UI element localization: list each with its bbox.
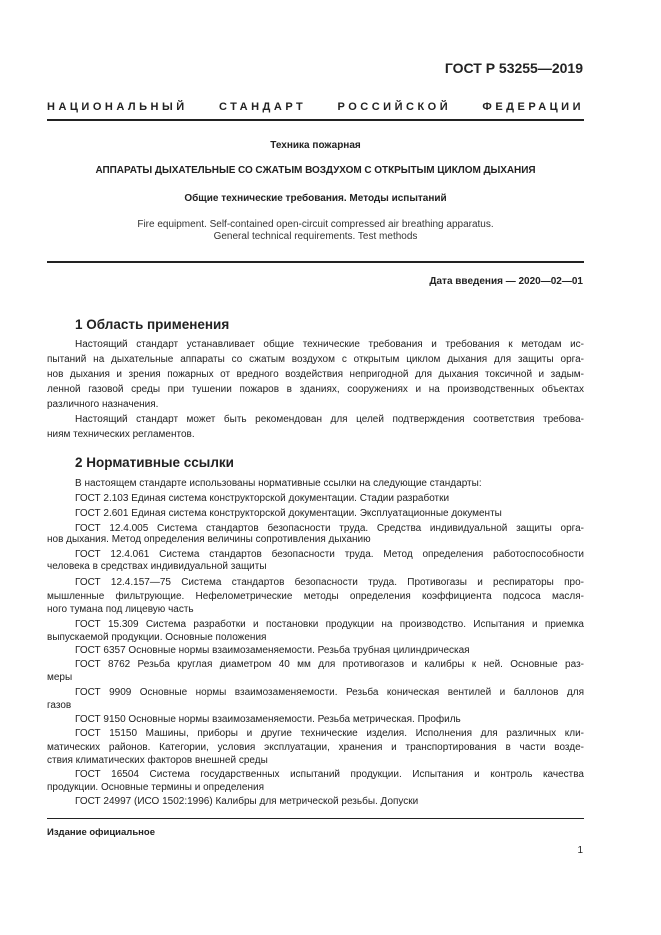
reference-line: ГОСТ 12.4.157—75 Система стандартов безопасности труда. Противогазы и респираторы про- [75, 577, 584, 588]
section-2-heading: 2 Нормативные ссылки [75, 455, 234, 470]
section-1-heading: 1 Область применения [75, 317, 230, 332]
reference-line: ГОСТ 6357 Основные нормы взаимозаменяемости. Резьба трубная цилиндрическая [75, 645, 470, 656]
section-1-line: ниям технических регламентов. [47, 429, 195, 440]
reference-line: человека в средствах индивидуальной защиты [47, 561, 267, 572]
reference-line: газов [47, 700, 72, 711]
reference-line: ГОСТ 15150 Машины, приборы и другие технические изделия. Исполнения для различных кли- [75, 728, 584, 739]
title-rule [47, 261, 584, 263]
reference-line: В настоящем стандарте использованы нормативные ссылки на следующие стандарты: [75, 478, 482, 489]
official-edition-note: Издание официальное [47, 827, 155, 838]
reference-line: матических районов. Категории, условия эксплуатации, хранения и транспортирования в части возде- [47, 742, 584, 753]
reference-line: выпускаемой продукции. Основные положения [47, 632, 267, 643]
reference-line: ГОСТ 16504 Система государственных испытаний продукции. Испытания и контроль качества [75, 769, 584, 780]
section-1-line: пытаний на дыхательные аппараты со сжатым воздухом с открытым циклом дыхания для защиты орга- [47, 354, 584, 365]
field-title: Техника пожарная [270, 140, 361, 151]
header-rule [47, 119, 584, 121]
national-standard-banner: НАЦИОНАЛЬНЫЙ СТАНДАРТ РОССИЙСКОЙ ФЕДЕРАЦИИ [47, 101, 584, 113]
reference-line: ГОСТ 2.601 Единая система конструкторской документации. Эксплуатационные документы [75, 508, 502, 519]
document-number: ГОСТ Р 53255—2019 [444, 60, 583, 76]
reference-line: ствия климатических факторов внешней среды [47, 755, 268, 766]
reference-line: ГОСТ 24997 (ИСО 1502:1996) Калибры для метрической резьбы. Допуски [75, 796, 419, 807]
reference-line: ГОСТ 12.4.061 Система стандартов безопасности труда. Метод определения работоспособности [75, 549, 584, 560]
reference-line: ГОСТ 15.309 Система разработки и постановки продукции на производство. Испытания и приемка [75, 619, 584, 630]
section-1-line: нов дыхания и зрения пожарных от вредного воздействия непригодной для дыхания токсичной и задым- [47, 369, 584, 380]
standard-subtitle: Общие технические требования. Методы испытаний [184, 193, 447, 204]
reference-line: ГОСТ 8762 Резьба круглая диаметром 40 мм для противогазов и калибры к ней. Основные раз- [75, 659, 584, 670]
section-1-line: Настоящий стандарт может быть рекомендован для целей подтверждения соответствия требова- [75, 414, 584, 425]
english-title-line-1: Fire equipment. Self-contained open-circuit compressed air breathing apparatus. [137, 219, 494, 230]
page-number: 1 [577, 845, 583, 856]
footer-rule [47, 818, 584, 819]
standard-title: АППАРАТЫ ДЫХАТЕЛЬНЫЕ СО СЖАТЫМ ВОЗДУХОМ С ОТКРЫТЫМ ЦИКЛОМ ДЫХАНИЯ [95, 165, 536, 176]
introduction-date: Дата введения — 2020—02—01 [429, 276, 583, 287]
section-1-line: ленной газовой среды при тушении пожаров в зданиях, сооружениях и на производственных объектах [47, 384, 584, 395]
reference-line: ГОСТ 2.103 Единая система конструкторской документации. Стадии разработки [75, 493, 450, 504]
english-title-line-2: General technical requirements. Test methods [213, 231, 418, 242]
reference-line: ГОСТ 9909 Основные нормы взаимозаменяемости. Резьба коническая вентилей и баллонов для [75, 687, 584, 698]
reference-line: ГОСТ 12.4.005 Система стандартов безопасности труда. Средства индивидуальной защиты орга- [75, 523, 584, 534]
reference-line: ного тумана под лицевую часть [47, 604, 194, 615]
reference-line: ГОСТ 9150 Основные нормы взаимозаменяемости. Резьба метрическая. Профиль [75, 714, 461, 725]
section-1-line: Настоящий стандарт устанавливает общие технические требования и требования к методам ис- [75, 339, 584, 350]
reference-line: продукции. Основные термины и определения [47, 782, 264, 793]
reference-line: нов дыхания. Метод определения величины сопротивления дыханию [47, 534, 371, 545]
reference-line: мышленные фильтрующие. Нефелометрические методы определения коэффициента подсоса масля- [47, 591, 584, 602]
reference-line: меры [47, 672, 73, 683]
section-1-line: различного назначения. [47, 399, 159, 410]
